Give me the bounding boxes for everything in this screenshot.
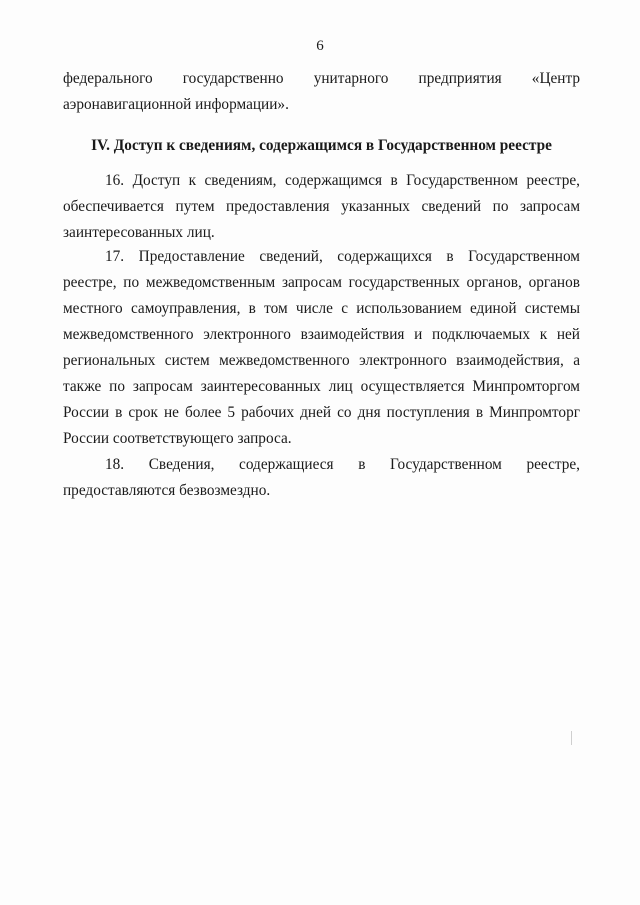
page-number: 6 bbox=[316, 38, 324, 54]
section-title: IV. Доступ к сведениям, содержащимся в Государственном реестре bbox=[91, 137, 552, 154]
paragraph-17: 17. Предоставление сведений, содержащихся в Государственном реестре, по межведомственным запросам государственных органов, органов местного самоуправления, в том числе с использованием единой системы межведомственного электронного взаимодействия и подключаемых к ней региональных систем межведомственного электронного взаимодействия, а также по запросам заинтересованных лиц осуществляется Минпромторгом России в срок не более 5 рабочих дней со дня поступления в Минпромторг России соответствующего запроса. bbox=[63, 248, 580, 447]
paragraph-16: 16. Доступ к сведениям, содержащимся в Государственном реестре, обеспечивается путем предоставления указанных сведений по запросам заинтересованных лиц. bbox=[63, 172, 580, 241]
continuation-paragraph: федерального государственно унитарного предприятия «Центр аэронавигационной информации». bbox=[63, 70, 580, 113]
paragraph-18: 18. Сведения, содержащиеся в Государственном реестре, предоставляются безвозмездно. bbox=[63, 456, 580, 499]
scan-artifact bbox=[571, 731, 572, 745]
